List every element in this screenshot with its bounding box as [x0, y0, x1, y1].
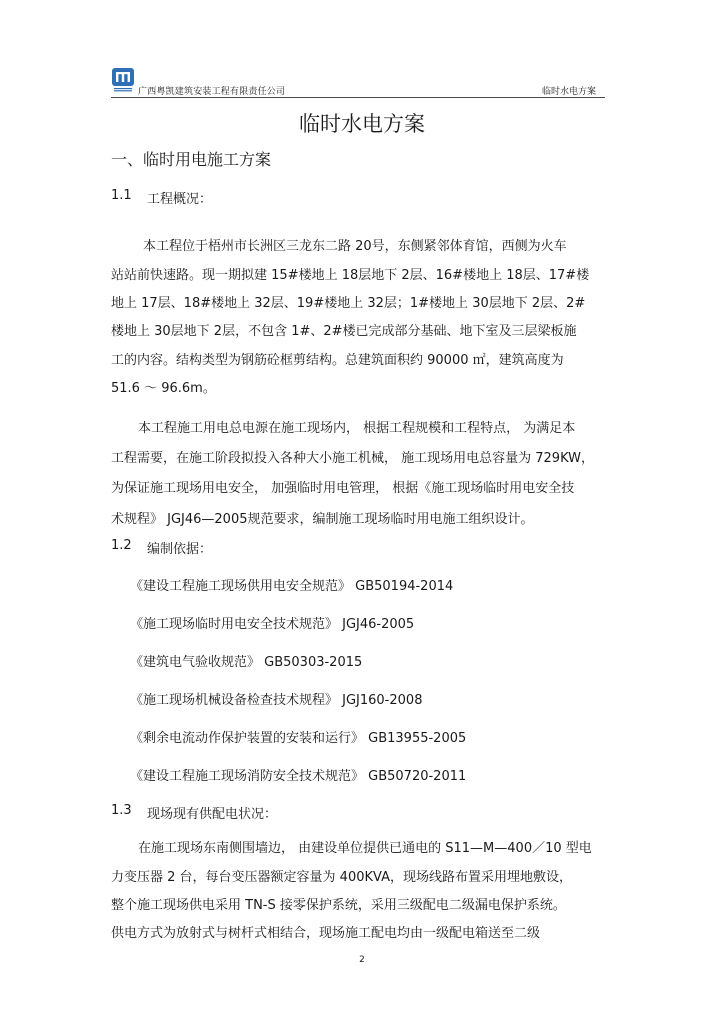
header-company-name: 广西粤凯建筑安装工程有限责任公司: [138, 87, 286, 97]
company-logo-icon: [111, 67, 135, 93]
paragraph-line: 工程需要，在施工阶段拟投入各种大小施工机械， 施工现场用电总容量为 729KW，: [111, 451, 594, 466]
subsection-title: 现场现有供配电状况：: [147, 807, 278, 822]
paragraph-line: 工的内容。结构类型为钢筋砼框剪结构。总建筑面积约 90000 ㎡，建筑高度为: [111, 353, 564, 368]
subsection-title: 编制依据：: [147, 542, 213, 557]
paragraph-line: 力变压器 2 台，每台变压器额定容量为 400KVA，现场线路布置采用埋地敷设，: [111, 870, 572, 885]
reference-item: 《建设工程施工现场消防安全技术规范》 GB50720-2011: [130, 769, 467, 784]
paragraph-line: 本工程位于梧州市长洲区三龙东二路 20号，东侧紧邻体育馆，西侧为火车: [143, 239, 567, 254]
header-doc-title: 临时水电方案: [542, 87, 597, 97]
paragraph-line: 供电方式为放射式与树杆式相结合，现场施工配电均由一级配电箱送至二级: [111, 926, 541, 941]
paragraph-line: 为保证施工现场用电安全， 加强临时用电管理， 根据《施工现场临时用电安全技: [111, 481, 575, 496]
paragraph-line: 整个施工现场供电采用 TN-S 接零保护系统，采用三级配电二级漏电保护系统。: [111, 898, 566, 913]
section-heading: 一、临时用电施工方案: [111, 150, 272, 169]
page-title: 临时水电方案: [299, 112, 425, 136]
page-number: 2: [359, 955, 365, 965]
paragraph-line: 站站前快速路。现一期拟建 15#楼地上 18层地下 2层、16#楼地上 18层、17#楼: [111, 268, 590, 283]
subsection-number: 1.1: [111, 188, 132, 203]
paragraph-line: 术规程》 JGJ46—2005规范要求，编制施工现场临时用电施工组织设计。: [111, 512, 534, 527]
reference-item: 《建筑电气验收规范》 GB50303-2015: [130, 655, 363, 670]
reference-item: 《施工现场临时用电安全技术规范》 JGJ46-2005: [130, 617, 415, 632]
subsection-number: 1.2: [111, 538, 132, 553]
paragraph-line: 51.6 ～ 96.6m。: [111, 381, 216, 396]
paragraph-line: 地上 17层、18#楼地上 32层、19#楼地上 32层；1#楼地上 30层地下 2层、2#: [111, 296, 586, 311]
subsection-number: 1.3: [111, 803, 132, 818]
header-divider: [111, 97, 605, 98]
reference-item: 《建设工程施工现场供用电安全规范》 GB50194-2014: [130, 579, 454, 594]
reference-item: 《剩余电流动作保护装置的安装和运行》 GB13955-2005: [130, 731, 467, 746]
subsection-title: 工程概况：: [147, 192, 213, 207]
reference-item: 《施工现场机械设备检查技术规程》 JGJ160-2008: [130, 693, 423, 708]
paragraph-line: 在施工现场东南侧围墙边， 由建设单位提供已通电的 S11—M—400／10 型电: [138, 841, 592, 856]
paragraph-line: 本工程施工用电总电源在施工现场内， 根据工程规模和工程特点， 为满足本: [138, 421, 576, 436]
paragraph-line: 楼地上 30层地下 2层，不包含 1#、2#楼已完成部分基础、地下室及三层梁板施: [111, 324, 577, 339]
